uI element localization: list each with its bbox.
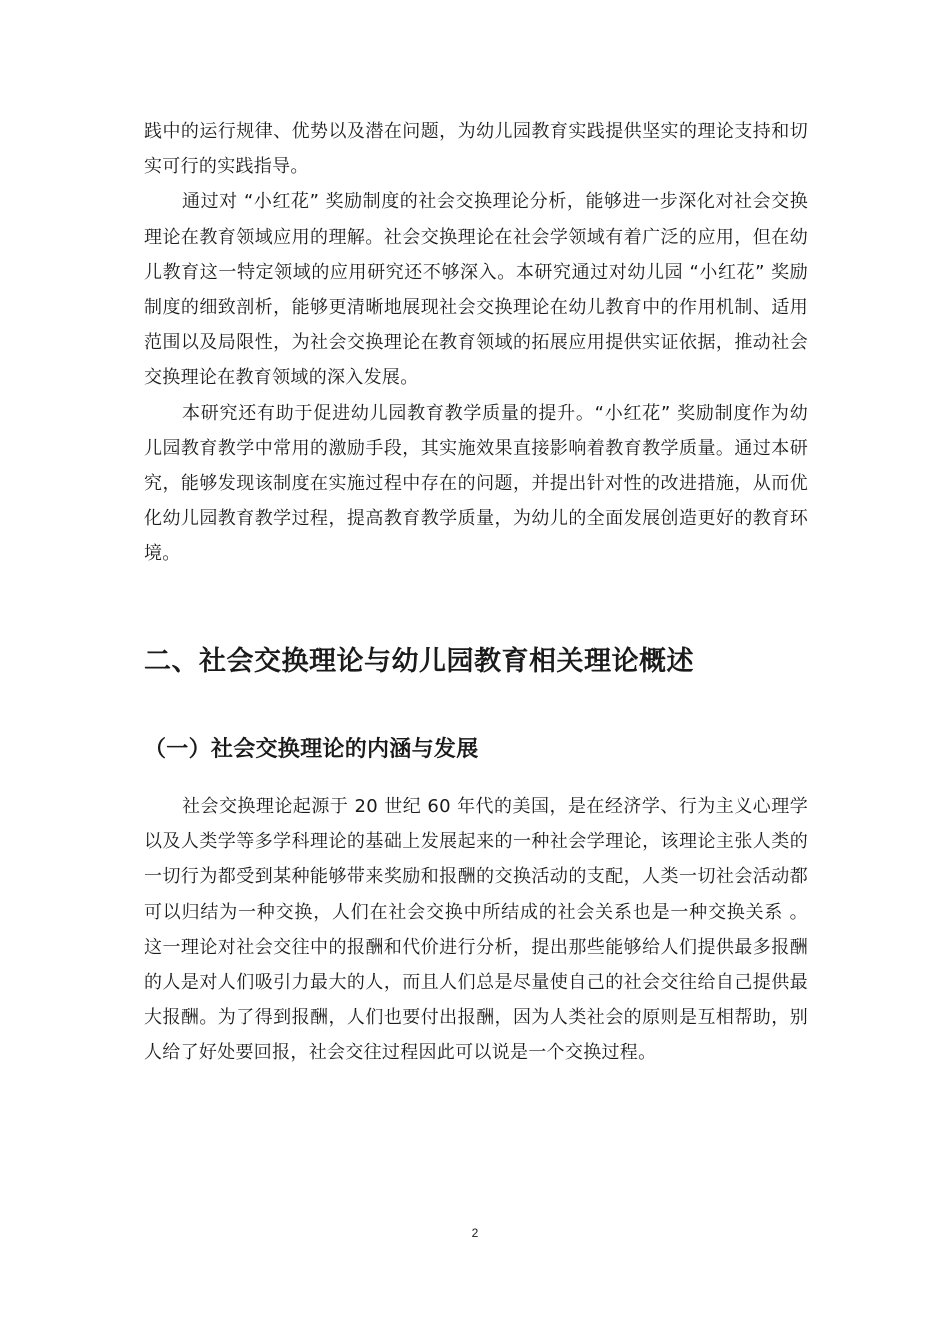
paragraph-theory-application: 通过对 “小红花” 奖励制度的社会交换理论分析，能够进一步深化对社会交换理论在教育领域应用的理解。社会交换理论在社会学领域有着广泛的应用，但在幼儿教育这一特定领域的应用研究还不够深入。本研究通过对幼儿园 “小红花” 奖励制度的细致剖析，能够更清晰地展现社会交换理论在幼儿教育中的作用机制、适用范围以及局限性，为社会交换理论在教育领域的拓展应用提供实证依据，推动社会交换理论在教育领域的深入发展。 [144, 191, 808, 389]
page-number: 2 [471, 1226, 479, 1240]
paragraph-theory-definition: 社会交换理论起源于 20 世纪 60 年代的美国，是在经济学、行为主义心理学以及人类学等多学科理论的基础上发展起来的一种社会学理论，该理论主张人类的一切行为都受到某种能够带来奖励和报酬的交换活动的支配，人类一切社会活动都可以归结为一种交换，人们在社会交换中所结成的社会关系也是一种交换关系 。这一理论对社会交往中的报酬和代价进行分析，提出那些能够给人们提供最多报酬的人是对人们吸引力最大的人，而且人们总是尽量使自己的社会交往给自己提供最大报酬。为了得到报酬，人们也要付出报酬，因为人类社会的原则是互相帮助，别人给了好处要回报，社会交往过程因此可以说是一个交换过程。 [144, 796, 808, 1064]
section-heading: 二、社会交换理论与幼儿园教育相关理论概述 [144, 646, 694, 677]
body-text-lower [144, 789, 808, 1071]
paragraph-quality-improvement: 本研究还有助于促进幼儿园教育教学质量的提升。“小红花” 奖励制度作为幼儿园教育教学中常用的激励手段，其实施效果直接影响着教育教学质量。通过本研究，能够发现该制度在实施过程中存在的问题，并提出针对性的改进措施，从而优化幼儿园教育教学过程，提高教育教学质量，为幼儿的全面发展创造更好的教育环境。 [144, 402, 808, 565]
paragraph-continuation: 践中的运行规律、优势以及潜在问题，为幼儿园教育实践提供坚实的理论支持和切实可行的实践指导。 [144, 121, 808, 178]
body-text-upper [144, 114, 808, 572]
subsection-heading: （一）社会交换理论的内涵与发展 [144, 737, 479, 762]
